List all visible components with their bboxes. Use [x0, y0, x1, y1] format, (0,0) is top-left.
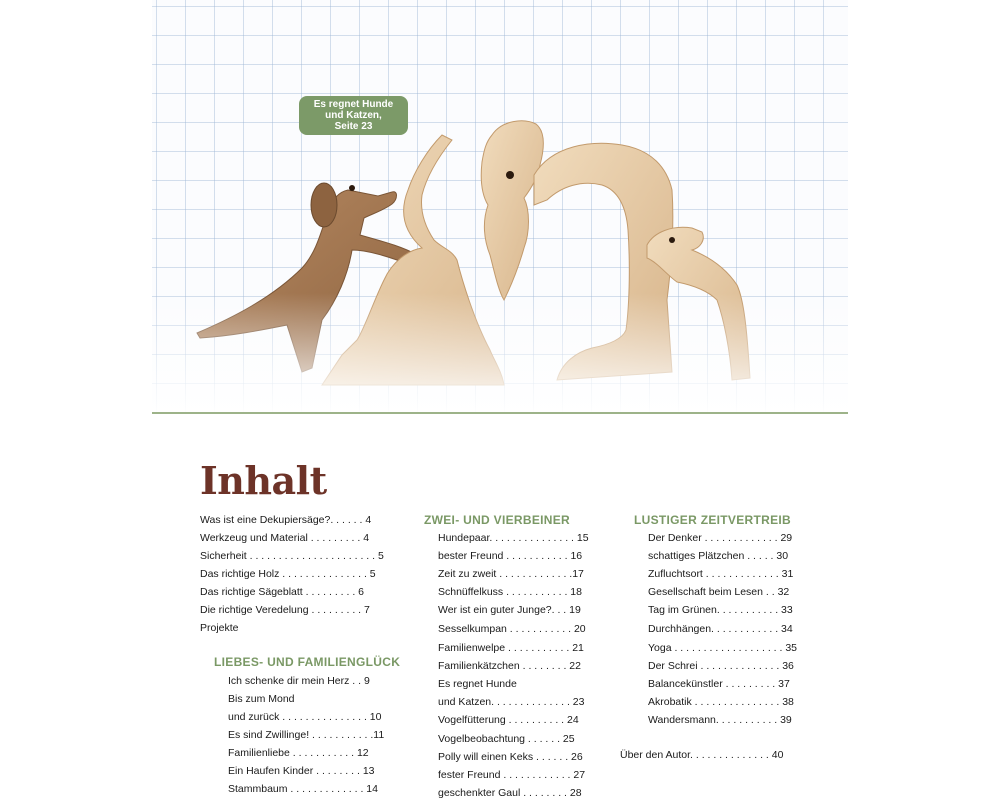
toc-entry: Ich schenke dir mein Herz . . 9 — [228, 675, 370, 687]
toc-entry: fester Freund . . . . . . . . . . . . 27 — [438, 769, 586, 781]
section-heading-zwei: ZWEI- UND VIERBEINER — [424, 513, 571, 527]
toc-entry: Die richtige Veredelung . . . . . . . . . 7 — [200, 604, 370, 616]
toc-entry: Vogelfütterung . . . . . . . . . . 24 — [438, 714, 579, 726]
toc-entry: Ein Haufen Kinder . . . . . . . . 13 — [228, 765, 375, 777]
toc-entry: Was ist eine Dekupiersäge?. . . . . . 4 — [200, 514, 372, 526]
toc-entry: geschenkter Gaul . . . . . . . . 28 — [438, 787, 582, 799]
section-heading-lustig: LUSTIGER ZEITVERTREIB — [634, 513, 791, 527]
toc-entry: Wandersmann. . . . . . . . . . . 39 — [648, 714, 792, 726]
toc-entry: Der Denker . . . . . . . . . . . . . 29 — [648, 532, 793, 544]
hero-fade — [152, 293, 848, 413]
toc-entry: Es sind Zwillinge! . . . . . . . . . . .11 — [228, 729, 385, 741]
section-divider — [152, 412, 848, 414]
toc-entry: Zeit zu zweit . . . . . . . . . . . . .17 — [438, 568, 584, 580]
toc-entry: Sicherheit . . . . . . . . . . . . . . . . . . . . . . 5 — [200, 550, 384, 562]
toc-entry: Das richtige Sägeblatt . . . . . . . . . 6 — [200, 586, 364, 598]
toc-entry: Familienwelpe . . . . . . . . . . . 21 — [438, 642, 584, 654]
toc-entry: schattiges Plätzchen . . . . . 30 — [648, 550, 789, 562]
toc-entry: Bis zum Mond — [228, 693, 295, 705]
toc-entry: Gesellschaft beim Lesen . . 32 — [648, 586, 790, 598]
toc-entry: Sesselkumpan . . . . . . . . . . . 20 — [438, 623, 586, 635]
toc-entry: Familienliebe . . . . . . . . . . . 12 — [228, 747, 369, 759]
toc-entry: Der Schrei . . . . . . . . . . . . . . 36 — [648, 660, 794, 672]
toc-entry: Yoga . . . . . . . . . . . . . . . . . . . 35 — [648, 642, 798, 654]
toc-entry: und Katzen. . . . . . . . . . . . . . 23 — [438, 696, 585, 708]
toc-entry: Vogelbeobachtung . . . . . . 25 — [438, 733, 575, 745]
toc-entry: Polly will einen Keks . . . . . . 26 — [438, 751, 583, 763]
toc-entry-about-author: Über den Autor. . . . . . . . . . . . . . 40 — [620, 749, 784, 761]
toc-entry: Wer ist ein guter Junge?. . . 19 — [438, 604, 581, 616]
toc-entry: Familienkätzchen . . . . . . . . 22 — [438, 660, 581, 672]
toc-entry: Schnüffelkuss . . . . . . . . . . . 18 — [438, 586, 582, 598]
hero-image — [152, 0, 848, 413]
page-title: Inhalt — [200, 458, 327, 503]
toc-entry: Akrobatik . . . . . . . . . . . . . . . 38 — [648, 696, 794, 708]
project-callout-badge: Es regnet Hunde und Katzen, Seite 23 — [299, 96, 408, 135]
toc-entry: Es regnet Hunde — [438, 678, 517, 690]
toc-entry: Tag im Grünen. . . . . . . . . . . 33 — [648, 604, 793, 616]
toc-entry: Balancekünstler . . . . . . . . . 37 — [648, 678, 790, 690]
toc-entry: Stammbaum . . . . . . . . . . . . . 14 — [228, 783, 378, 795]
section-heading-liebe: LIEBES- UND FAMILIENGLÜCK — [214, 655, 401, 669]
toc-entry: bester Freund . . . . . . . . . . . 16 — [438, 550, 583, 562]
toc-entry: Durchhängen. . . . . . . . . . . . 34 — [648, 623, 793, 635]
toc-entry: Projekte — [200, 622, 239, 634]
toc-entry: Das richtige Holz . . . . . . . . . . . . . . . 5 — [200, 568, 376, 580]
toc-entry: und zurück . . . . . . . . . . . . . . . 10 — [228, 711, 382, 723]
toc-entry: Hundepaar. . . . . . . . . . . . . . . 15 — [438, 532, 589, 544]
toc-entry: Zufluchtsort . . . . . . . . . . . . . 31 — [648, 568, 794, 580]
toc-entry: Werkzeug und Material . . . . . . . . . 4 — [200, 532, 370, 544]
